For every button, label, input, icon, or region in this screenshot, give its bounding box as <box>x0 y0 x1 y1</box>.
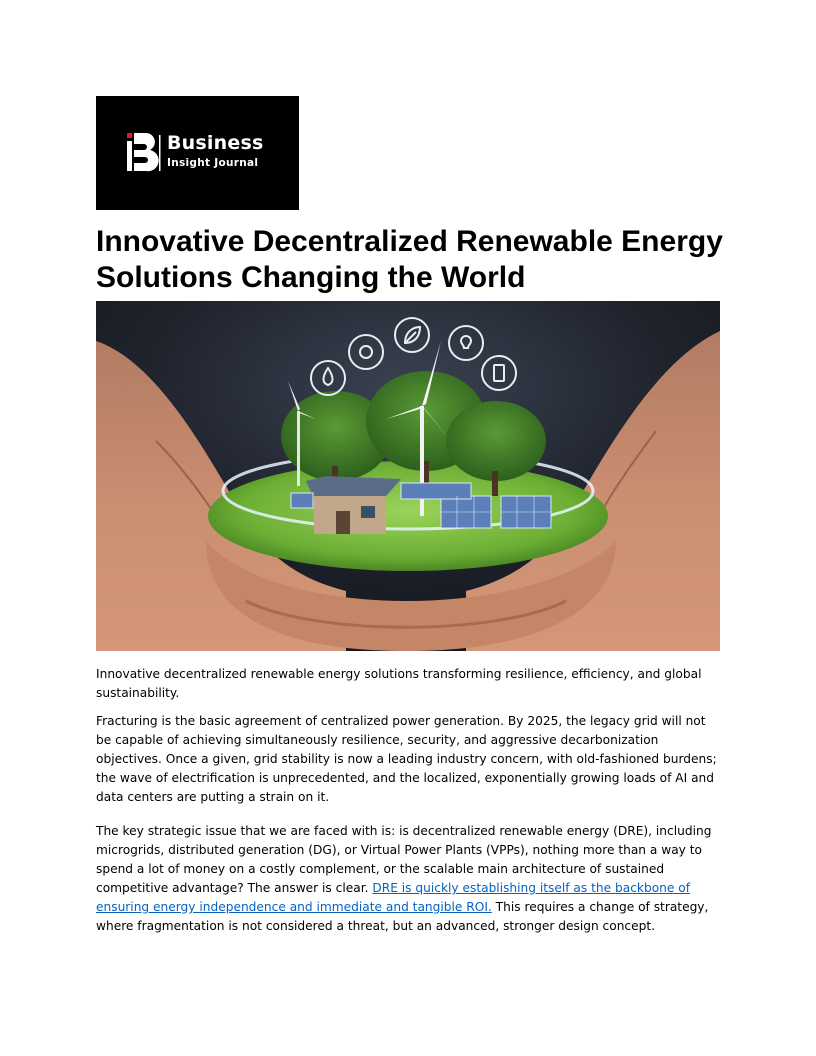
image-caption: Innovative decentralized renewable energy solutions transforming resilience, efficiency, and global sustainability. <box>96 667 702 700</box>
paragraph-1: Fracturing is the basic agreement of centralized power generation. By 2025, the legacy grid will not be capable of achieving simultaneously resilience, security, and aggressive decarbonization objectives. Once a given, grid stability is now a leading industry concern, with old-fashioned burdens; the wave of electrification is unprecedented, and the localized, exponentially growing loads of AI and data centers are putting a strain on it. <box>96 714 717 804</box>
paragraph-2-text-after: This requires a change of strategy, where fragmentation is not considered a threat, but an advanced, stronger design concept. <box>96 900 709 933</box>
logo-text-business: Business <box>167 132 264 154</box>
dre-backbone-link[interactable]: DRE is quickly establishing itself as the backbone of ensuring energy independence and immediate and tangible ROI. <box>96 881 691 914</box>
logo-text-insight-journal: Insight Journal <box>167 157 259 169</box>
paragraph-2 <box>96 822 720 936</box>
brand-logo <box>96 96 299 210</box>
article-title: Innovative Decentralized Renewable Energy Solutions Changing the World <box>96 225 723 294</box>
paragraph-2-text-before: The key strategic issue that we are faced with is: is decentralized renewable energy (DRE), including microgrids, distributed generation (DG), or Virtual Power Plants (VPPs), nothing more than a way to spend a lot of money on a costly complement, or the scalable main architecture of sustained competitive advantage? The answer is clear. <box>96 824 712 895</box>
hands-holding-green-energy-illustration <box>96 301 720 651</box>
hero-image <box>96 301 720 651</box>
